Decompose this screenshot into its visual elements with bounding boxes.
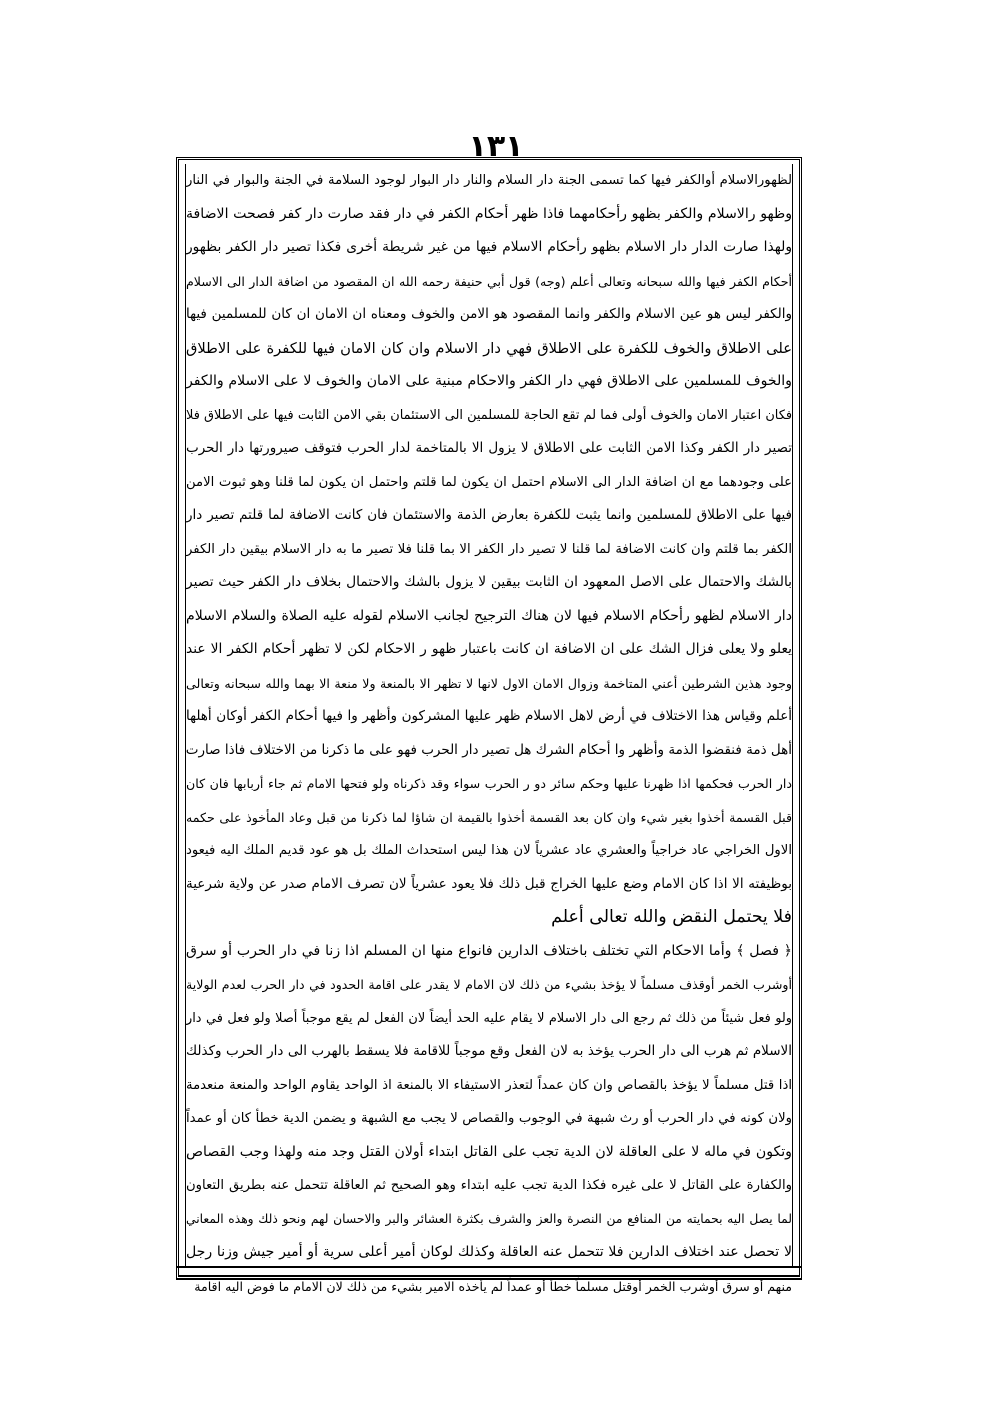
text-line: لا تحصل عند اختلاف الدارين فلا تتحمل عنه العاقلة وكذلك لوكان أمير أعلى سرية أو أمير جيش وزنا رجل: [186, 1244, 792, 1260]
text-line: أوشرب الخمر أوقذف مسلماً لا يؤخذ بشيء من ذلك لان الامام لا يقدر على اقامة الحدود في دار الحرب لعدم الولاية: [186, 977, 792, 992]
body-text: [186, 164, 792, 1303]
text-line: ولان كونه في دار الحرب أو رث شبهة في الوجوب والقصاص لا يجب مع الشبهة و يضمن الدية خطأ كان أو عمداً: [186, 1111, 792, 1126]
text-line: اذا قتل مسلماً لا يؤخذ بالقصاص وان كان عمداً لتعذر الاستيفاء الا بالمنعة اذ الواحد يقاوم الواحد والمنعة منعدمة: [186, 1077, 792, 1093]
text-line: قبل القسمة أخذوا بغير شيء وان كان بعد القسمة أخذوا بالقيمة ان شاؤا لما ذكرنا من قبل وعاد المأخوذ على حكمه: [186, 809, 792, 825]
text-line: أهل ذمة فنقضوا الذمة وأظهر وا أحكام الشرك هل تصير دار الحرب فهو على ما ذكرنا من الاختلاف فاذا صارت: [185, 741, 792, 758]
text-line: أحكام الكفر فيها والله سبحانه وتعالى أعلم (وجه) قول أبي حنيفة رحمه الله ان المقصود من اضافة الدار الى الاسلام: [186, 273, 792, 289]
text-line: والكفارة على القاتل لا على غيره فكذا الدية تجب عليه ابتداء وهو الصحيح ثم العاقلة تتحمل عنه بطريق التعاون: [186, 1178, 792, 1193]
text-line: ﴿ فصل ﴾ وأما الاحكام التي تختلف باختلاف الدارين فانواع منها ان المسلم اذا زنا في دار الحرب أو سرق: [186, 942, 792, 959]
text-line: ولو فعل شيئاً من ذلك ثم رجع الى دار الاسلام لا يقام عليه الحد أيضاً لان الفعل لم يقع موجباً أصلا ولو فعل في دار: [186, 1010, 792, 1026]
text-line: ولهذا صارت الدار دار الاسلام بظهو رأحكام الاسلام فيها من غير شريطة أخرى فكذا تصير دار الكفر بظهور: [186, 239, 792, 255]
text-line: لما يصل اليه بحمايته من المنافع من النصرة والعز والشرف بكثرة العشائر والبر والاحسان لهم ونحو ذلك وهذه المعاني: [186, 1211, 792, 1226]
text-line: تصير دار الكفر وكذا الامن الثابت على الاطلاق لا يزول الا بالمتاخمة لدار الحرب فتوقف صيرورتها دار الحرب: [186, 440, 792, 456]
text-line: دار الاسلام لظهو رأحكام الاسلام فيها لان هناك الترجيح لجانب الاسلام لقوله عليه الصلاة والسلام الاسلام: [186, 607, 792, 624]
text-line: وظهو رالاسلام والكفر بظهو رأحكامهما فاذا ظهر أحكام الكفر في دار فقد صارت دار كفر فصحت الاضافة: [186, 205, 792, 222]
text-line: فكان اعتبار الامان والخوف أولى فما لم تقع الحاجة للمسلمين الى الاستئمان بقي الامن الثابت فيها على الاطلاق فلا: [186, 407, 792, 423]
text-line: أعلم وقياس هذا الاختلاف في أرض لاهل الاسلام ظهر عليها المشركون وأظهر وا فيها أحكام الكفر أوكان أهلها: [186, 708, 792, 724]
text-line: والخوف للمسلمين على الاطلاق فهي دار الكفر والاحكام مبنية على الامان والخوف لا على الاسلام والكفر: [186, 373, 792, 389]
text-line: وجود هذين الشرطين أعني المتاخمة وزوال الامان الاول لانها لا تظهر الا بالمنعة ولا منعة الا بهما والله سبحانه وتعالى: [186, 675, 792, 691]
text-line: فلا يحتمل النقض والله تعالى أعلم: [551, 907, 792, 927]
text-line: يعلو ولا يعلى فزال الشك على ان الاضافة ان كانت باعتبار ظهو ر الاحكام لكن لا تظهر أحكام الكفر الا عند: [186, 641, 792, 657]
text-line: والكفر ليس هو عين الاسلام والكفر وانما المقصود هو الامن والخوف ومعناه ان الامان ان كان للمسلمين فيها: [186, 306, 792, 322]
page-number: ١٣١: [468, 129, 524, 164]
text-line: الكفر بما قلتم وان كانت الاضافة لما قلنا لا تصير دار الكفر الا بما قلنا فلا تصير ما به دار الاسلام بيقين دار الكفر: [186, 541, 792, 557]
text-line: منهم أو سرق أوشرب الخمر أوقتل مسلماً خطأ أو عمداً لم يأخذه الامير بشيء من ذلك لان الامام ما فوض اليه اقامة: [194, 1278, 792, 1294]
text-line: فيها على الاطلاق للمسلمين وانما يثبت للكفرة بعارض الذمة والاستئمان فان كانت الاضافة لما قلتم تصير دار: [186, 507, 792, 523]
text-line: وتكون في ماله لا على العاقلة لان الدية تجب على القاتل ابتداء أولان القتل وجد منه ولهذا وجب القصاص: [186, 1143, 792, 1160]
text-line: بالشك والاحتمال على الاصل المعهود ان الثابت بيقين لا يزول بالشك والاحتمال بخلاف دار الكفر حيث تصير: [186, 574, 792, 590]
text-line: دار الحرب فحكمها اذا ظهرنا عليها وحكم سائر دو ر الحرب سواء وقد ذكرناه ولو فتحها الامام ثم جاء أربابها فان كان: [186, 776, 792, 791]
text-line: على وجودهما مع ان اضافة الدار الى الاسلام احتمل ان يكون لما قلتم واحتمل ان يكون لما قلنا وهو ثبوت الامن: [186, 474, 792, 490]
text-line: الاول الخراجي عاد خراجياً والعشري عاد عشرياً لان هذا ليس استحداث الملك بل هو عود قديم الملك اليه فيعود: [186, 843, 792, 858]
text-line: على الاطلاق والخوف للكفرة على الاطلاق فهي دار الاسلام وان كان الامان فيها للكفرة على الاطلاق: [186, 339, 792, 357]
text-line: لظهورالاسلام أوالكفر فيها كما تسمى الجنة دار السلام والنار دار البوار لوجود السلامة في الجنة والبوار في النار: [186, 173, 792, 188]
text-line: الاسلام ثم هرب الى دار الحرب يؤخذ به لان الفعل وقع موجباً للاقامة فلا يسقط بالهرب الى دار الحرب وكذلك: [186, 1043, 792, 1059]
text-line: بوظيفته الا اذا كان الامام وضع عليها الخراج قبل ذلك فلا يعود عشرياً لان تصرف الامام صدر عن ولاية شرعية: [186, 875, 792, 892]
